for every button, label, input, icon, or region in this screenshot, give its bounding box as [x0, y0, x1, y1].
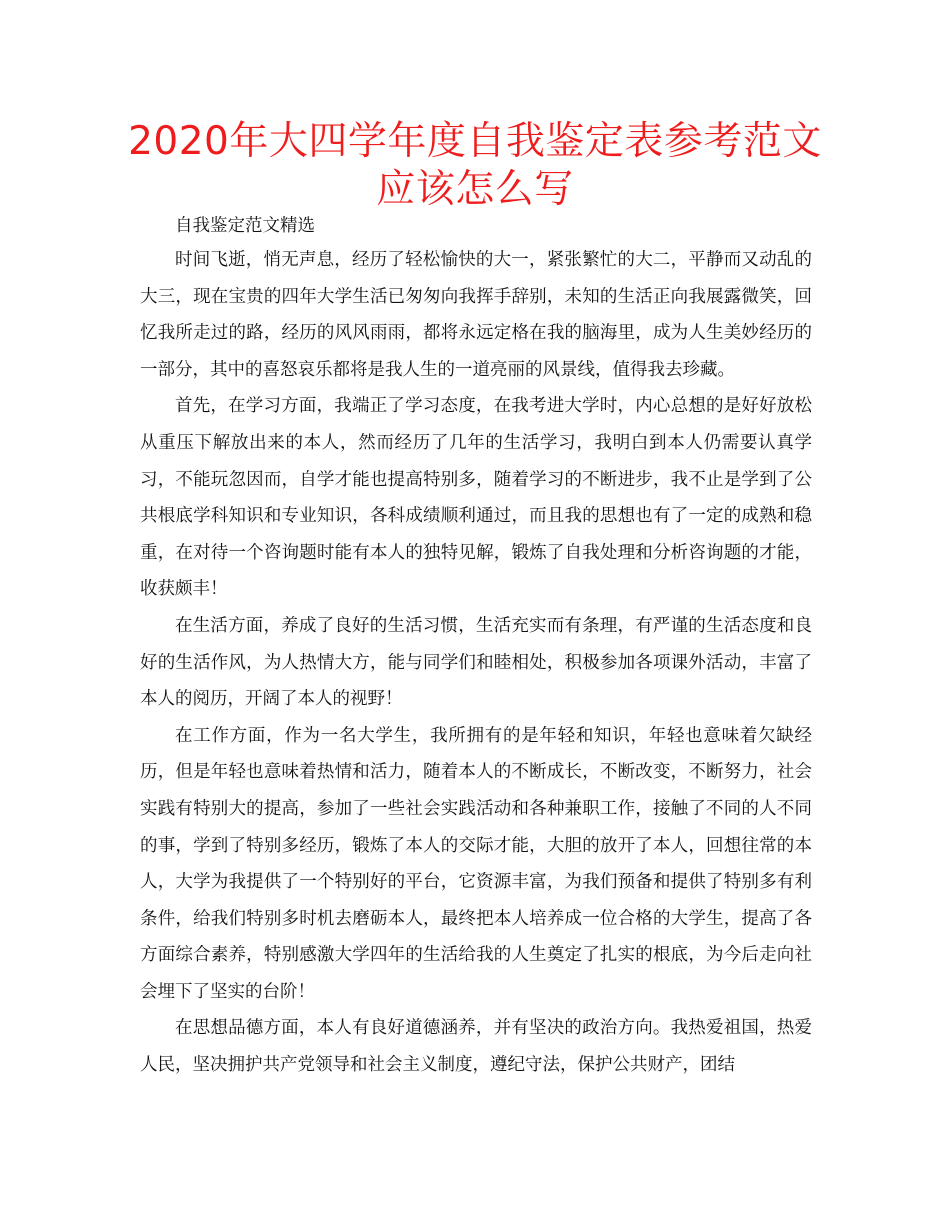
document-title: 2020年大四学年度自我鉴定表参考范文应该怎么写 — [128, 119, 822, 212]
paragraph-intro: 时间飞逝，悄无声息，经历了轻松愉快的大一，紧张繁忙的大二，平静而又动乱的大三，现在宝贵的四年大学生活已匆匆向我挥手辞别，未知的生活正向我展露微笑，回忆我所走过的路，经历的风风雨雨，都将永远定格在我的脑海里，成为人生美妙经历的一部分，其中的喜怒哀乐都将是我人生的一道亮丽的风景线，值得我去珍藏。 — [140, 250, 812, 380]
document-body — [140, 210, 812, 1084]
section-subtitle: 自我鉴定范文精选 — [175, 216, 315, 236]
paragraph-morality: 在思想品德方面，本人有良好道德涵养，并有坚决的政治方向。我热爱祖国，热爱人民，坚决拥护共产党领导和社会主义制度，遵纪守法，保护公共财产，团结 — [140, 1018, 812, 1076]
paragraph-life: 在生活方面，养成了良好的生活习惯，生活充实而有条理，有严谨的生活态度和良好的生活作风，为人热情大方，能与同学们和睦相处，积极参加各项课外活动，丰富了本人的阅历，开阔了本人的视野！ — [140, 615, 812, 710]
paragraph-study: 首先，在学习方面，我端正了学习态度，在我考进大学时，内心总想的是好好放松从重压下解放出来的本人，然而经历了几年的生活学习，我明白到本人仍需要认真学习，不能玩忽因而，自学才能也提高特别多，随着学习的不断进步，我不止是学到了公共根底学科知识和专业知识，各科成绩顺利通过，而且我的思想也有了一定的成熟和稳重，在对待一个咨询题时能有本人的独特见解，锻炼了自我处理和分析咨询题的才能，收获颇丰！ — [140, 396, 812, 600]
paragraph-work: 在工作方面，作为一名大学生，我所拥有的是年轻和知识，年轻也意味着欠缺经历，但是年轻也意味着热情和活力，随着本人的不断成长，不断改变，不断努力，社会实践有特别大的提高，参加了一些社会实践活动和各种兼职工作，接触了不同的人不同的事，学到了特别多经历，锻炼了本人的交际才能，大胆的放开了本人，回想往常的本人，大学为我提供了一个特别好的平台，它资源丰富，为我们预备和提供了特别多有利条件，给我们特别多时机去磨砺本人，最终把本人培养成一位合格的大学生，提高了各方面综合素养，特别感激大学四年的生活给我的人生奠定了扎实的根底，为今后走向社会埋下了坚实的台阶！ — [140, 725, 812, 1002]
